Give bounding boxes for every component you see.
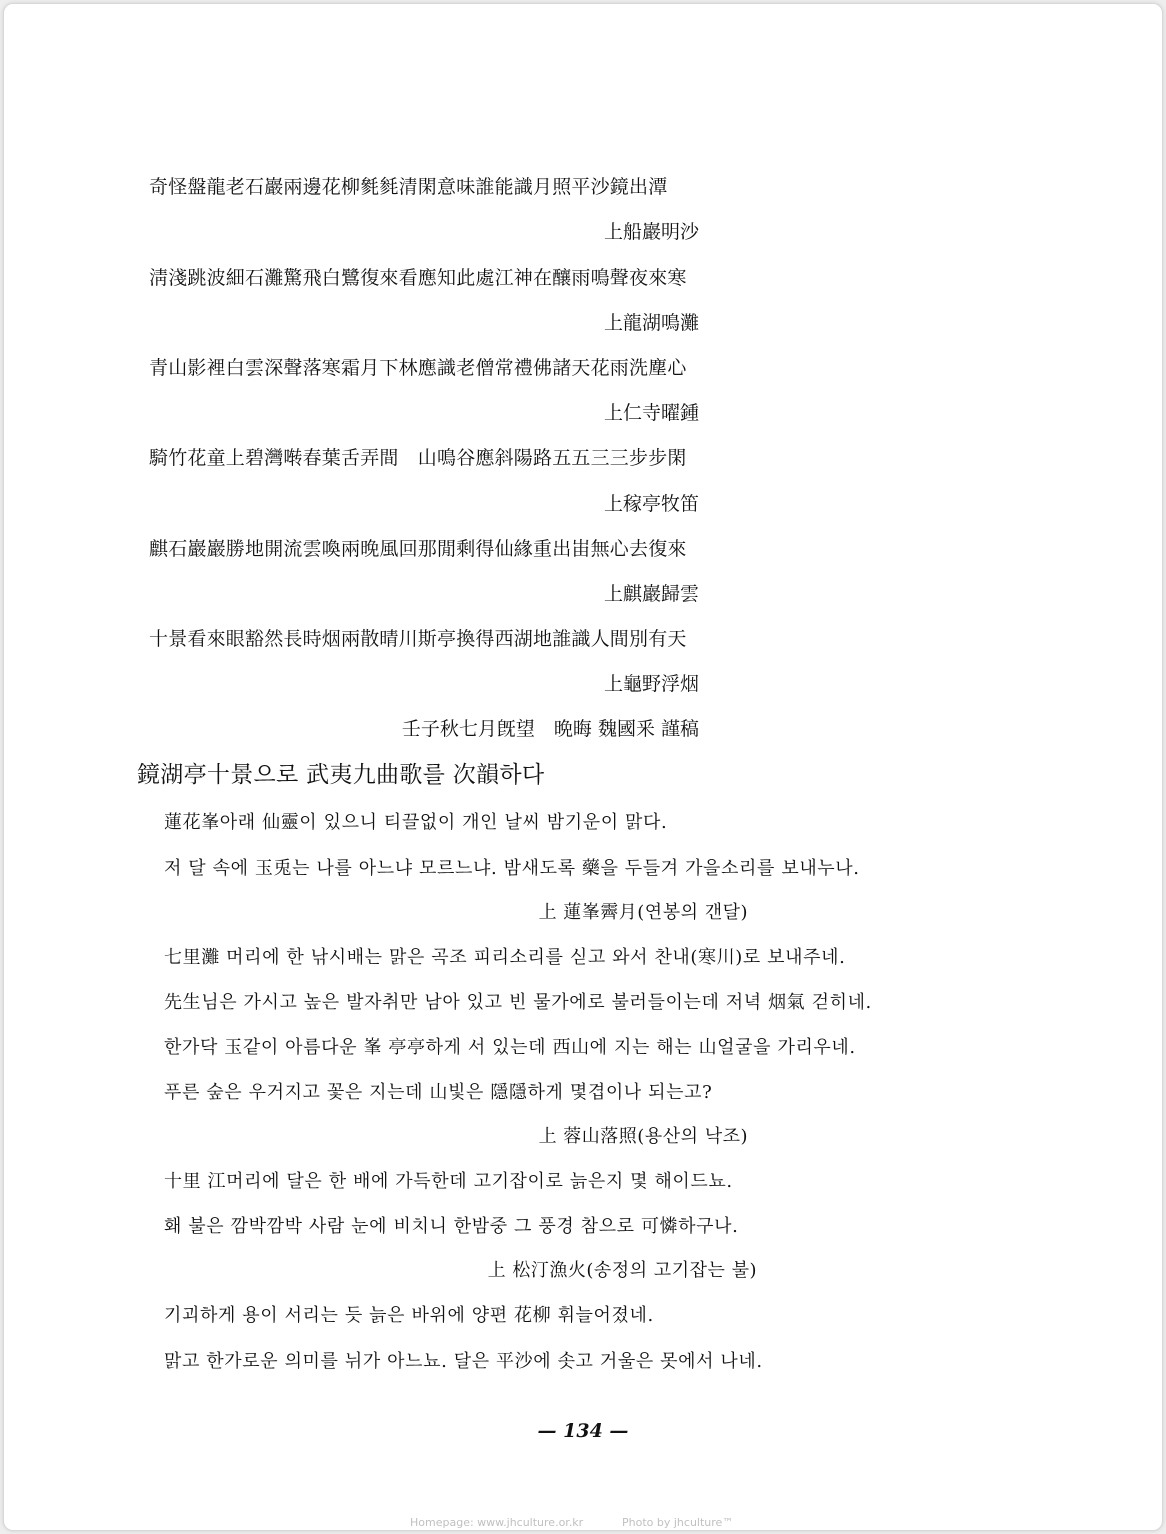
verse-caption: 上船巖明沙	[603, 221, 699, 243]
translation-line: 七里灘 머리에 한 낚시배는 맑은 곡조 피리소리를 싣고 와서 찬내(寒川)로 보내주네.	[164, 947, 846, 968]
signature: 壬子秋七月旣望 晩晦 魏國釆 謹稿	[401, 718, 699, 740]
verse-caption: 上仁寺曜鍾	[603, 402, 699, 424]
verse-caption: 上龍湖鳴灘	[603, 312, 699, 334]
document-page	[3, 3, 1163, 1531]
verse-line: 淸淺跳波細石灘驚飛白鷺復來看應知此處江神在釀雨鳴聲夜來寒	[149, 267, 687, 289]
verse-caption: 上龜野浮烟	[603, 673, 699, 695]
footer-homepage: Homepage: www.jhculture.or.kr	[410, 1516, 584, 1529]
verse-line: 青山影裡白雲深聲落寒霜月下林應識老僧常禮佛諸天花雨洗塵心	[149, 357, 687, 379]
translation-line: 푸른 숲은 우거지고 꽃은 지는데 山빛은 隱隱하게 몇겹이나 되는고?	[164, 1082, 713, 1103]
translation-line: 先生님은 가시고 높은 발자취만 남아 있고 빈 물가에로 불러들이는데 저녁 烟氣 걷히네.	[164, 992, 872, 1013]
translation-caption: 上 松汀漁火(송정의 고기잡는 불)	[487, 1260, 757, 1281]
verse-caption: 上稼亭牧笛	[603, 493, 699, 515]
verse-line: 騎竹花童上碧灣啭春葉舌弄間 山鳴谷應斜陽路五五三三步步閑	[149, 447, 687, 469]
translation-line: 기괴하게 용이 서리는 듯 늙은 바위에 양편 花柳 휘늘어졌네.	[164, 1305, 654, 1326]
translation-line: 十里 江머리에 달은 한 배에 가득한데 고기잡이로 늙은지 몇 해이드뇨.	[164, 1171, 733, 1192]
translation-line: 맑고 한가로운 의미를 뉘가 아느뇨. 달은 平沙에 솟고 거울은 못에서 나네.	[164, 1351, 763, 1372]
verse-line: 麒石巖巖勝地開流雲喚兩晚風回那閒剩得仙緣重出峀無心去復來	[149, 538, 687, 560]
page-number: — 134 —	[537, 1420, 629, 1442]
section-title: 鏡湖亭十景으로 武夷九曲歌를 次韻하다	[137, 762, 545, 788]
verse-line: 奇怪盤龍老石巖兩邊花柳毿毵清閑意味誰能識月照平沙鏡出潭	[149, 176, 668, 198]
translation-line: 홰 불은 깜박깜박 사람 눈에 비치니 한밤중 그 풍경 참으로 可憐하구나.	[164, 1216, 739, 1237]
footer-photo-credit: Photo by jhculture™	[622, 1516, 734, 1529]
translation-line: 저 달 속에 玉兎는 나를 아느냐 모르느냐. 밤새도록 藥을 두들겨 가을소리를 보내누나.	[164, 858, 860, 879]
translation-line: 한가닥 玉같이 아름다운 峯 亭亭하게 서 있는데 西山에 지는 해는 山얼굴을 가리우네.	[164, 1037, 856, 1058]
verse-caption: 上麒巖歸雲	[603, 583, 699, 605]
translation-caption: 上 蓮峯霽月(연봉의 갠달)	[538, 902, 748, 923]
translation-caption: 上 蓉山落照(용산의 낙조)	[538, 1126, 748, 1147]
translation-line: 蓮花峯아래 仙靈이 있으니 티끌없이 개인 날씨 밤기운이 맑다.	[164, 812, 668, 833]
verse-line: 十景看來眼豁然長時烟兩散晴川斯亭換得西湖地誰識人間別有天	[149, 628, 687, 650]
